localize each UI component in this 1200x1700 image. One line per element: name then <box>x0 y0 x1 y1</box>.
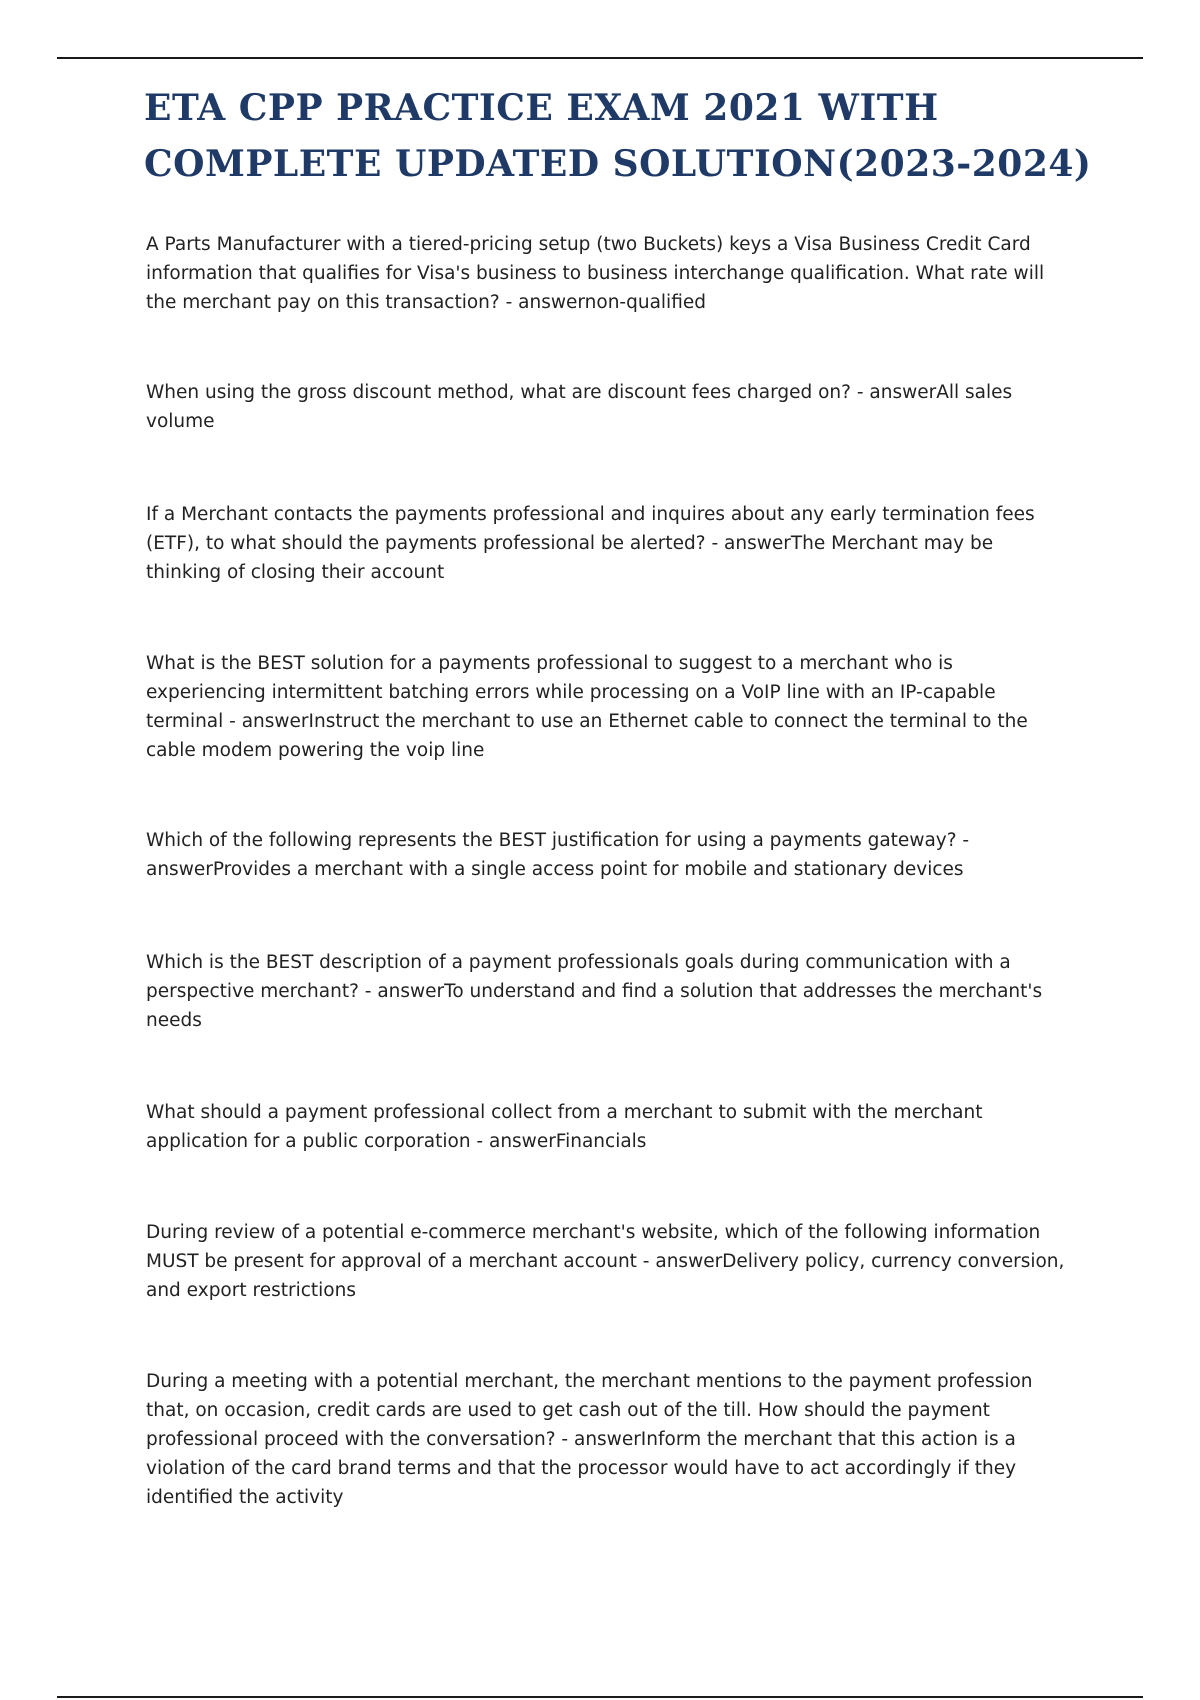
top-divider <box>57 57 1143 59</box>
qa-item-9: During a meeting with a potential merchant, the merchant mentions to the payment profession that, on occasion, credit cards are used to get cash out of the till. How should the payment professional proceed with the conversation? - answerInform the merchant that this action is a violation of the card brand terms and that the processor would have to act accordingly if they identified the activity <box>146 1371 1033 1508</box>
qa-item-2: When using the gross discount method, what are discount fees charged on? - answerAll sales volume <box>146 382 1013 432</box>
qa-item-6: Which is the BEST description of a payment professionals goals during communication with a perspective merchant? - answerTo understand and find a solution that addresses the merchant's needs <box>146 952 1043 1031</box>
qa-item-1: A Parts Manufacturer with a tiered-pricing setup (two Buckets) keys a Visa Business Credit Card information that qualifies for Visa's business to business interchange qualification. What rate will the merchant pay on this transaction? - answernon-qualified <box>146 234 1045 313</box>
qa-item-5: Which of the following represents the BEST justification for using a payments gateway? - answerProvides a merchant with a single access point for mobile and stationary devices <box>146 830 970 880</box>
qa-item-4: What is the BEST solution for a payments professional to suggest to a merchant who is experiencing intermittent batching errors while processing on a VoIP line with an IP-capable terminal - answerInstruct the merchant to use an Ethernet cable to connect the terminal to the cable modem powering the voip line <box>146 653 1028 761</box>
document-title: ETA CPP PRACTICE EXAM 2021 WITH COMPLETE UPDATED SOLUTION(2023-2024) <box>144 87 1092 185</box>
qa-item-8: During review of a potential e-commerce merchant's website, which of the following information MUST be present for approval of a merchant account - answerDelivery policy, currency conversion, and export restrictions <box>146 1222 1065 1301</box>
qa-item-3: If a Merchant contacts the payments professional and inquires about any early termination fees (ETF), to what should the payments professional be alerted? - answerThe Merchant may be thinking of closing their account <box>146 504 1035 583</box>
bottom-divider <box>57 1696 1143 1698</box>
qa-item-7: What should a payment professional collect from a merchant to submit with the merchant application for a public corporation - answerFinancials <box>146 1102 983 1152</box>
